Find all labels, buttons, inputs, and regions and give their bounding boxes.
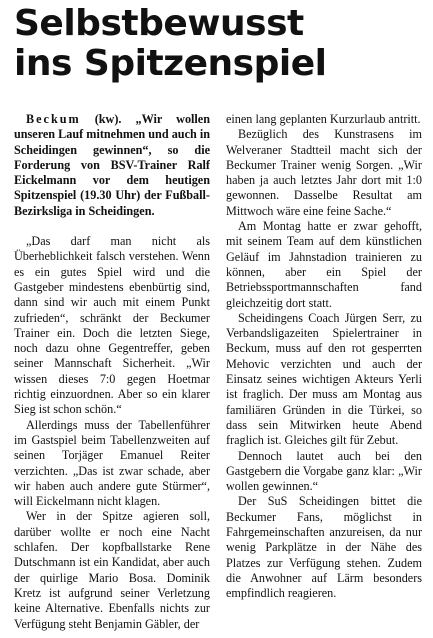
lead-place: Beckum — [26, 112, 81, 126]
lead-text: (kw). „Wir wollen unseren Lauf mitnehmen und auch in Scheidingen gewinnen“, so die Forderung von BSV-Trainer Ralf Eickelmann vor dem heutigen Spitzenspiel (19.30 Uhr) der Fußball-Bezirksliga in Scheidingen. — [14, 112, 210, 218]
article-headline — [14, 4, 424, 84]
paragraph-3: Wer in der Spitze agieren soll, darüber wollte er noch eine Nacht schlafen. Der kopfballstarke Rene Dutschmann ist ein Kandidat, aber auch der quirlige Mario Bosa. Dominik Kretz ist aufgrund seiner Verletzung keine Alternative. Ebenfalls nichts zur Verfügung steht Benjamin Gäbler, der — [14, 509, 210, 631]
headline-line-1: Selbstbewusst — [14, 3, 304, 44]
paragraph-5: Bezüglich des Kunstrasens im Welveraner Stadtteil macht sich der Beckumer Trainer wenig Sorgen. „Wir haben ja auch letztes Jahr dort mit 1:0 gewonnen. Dasselbe Resultat am Mittwoch wäre eine feine Sache.“ — [226, 127, 422, 218]
article-column-right — [226, 112, 422, 602]
lead-spacer — [14, 219, 210, 234]
article-column-left — [14, 112, 210, 632]
paragraph-1: „Das darf man nicht als Überheblichkeit falsch verstehen. Wenn es ein gutes Spiel wird und die Gastgeber mindestens ebenbürtig sind, dann sind wir auch mit einem Punkt zufrieden“, schränkt der Beckumer Trainer ein. Doch die letzten Siege, noch dazu ohne Gegentreffer, geben seiner Mannschaft Sicherheit. „Wir wissen dieses 7:0 gegen Hoetmar richtig einzuordnen. Aber so ein klarer Sieg ist schon schön.“ — [14, 234, 210, 417]
paragraph-9: Der SuS Scheidingen bittet die Beckumer Fans, möglichst in Fahrgemeinschaften anzureisen, da nur wenig Parkplätze in der Nähe des Platzes zur Verfügung stehen. Zudem die Anwohner auf Lärm besonders empfindlich reagieren. — [226, 494, 422, 601]
paragraph-8: Dennoch lautet auch bei den Gastgebern die Vorgabe ganz klar: „Wir wollen gewinnen.“ — [226, 448, 422, 494]
headline-line-2: ins Spitzenspiel — [14, 43, 327, 84]
paragraph-6: Am Montag hatte er zwar gehofft, mit seinem Team auf dem künstlichen Geläuf im Jahnstadion trainieren zu können, aber ein Spiel der Betriebssportmannschaften fand gleichzeitig dort statt. — [226, 219, 422, 310]
paragraph-4: einen lang geplanten Kurzurlaub antritt. — [226, 112, 421, 126]
paragraph-2: Allerdings muss der Tabellenführer im Gastspiel beim Tabellenzweiten auf seinen Torjäger Emanuel Reiter verzichten. „Das ist zwar schade, aber wir haben auch andere gute Stürmer“, will Eickelmann nicht klagen. — [14, 417, 210, 509]
paragraph-7: Scheidingens Coach Jürgen Serr, zu Verbandsligazeiten Spielertrainer in Beckum, muss auf den rot gesperrten Mehovic verzichten und auch der Einsatz seines wichtigen Akteurs Yerli ist fraglich. Der muss am Montag aus familiären Gründen in die Türkei, so dass sein Mitwirken heute Abend fraglich ist. Gleiches gilt für Zebut. — [226, 310, 422, 448]
article-lead — [14, 112, 210, 219]
